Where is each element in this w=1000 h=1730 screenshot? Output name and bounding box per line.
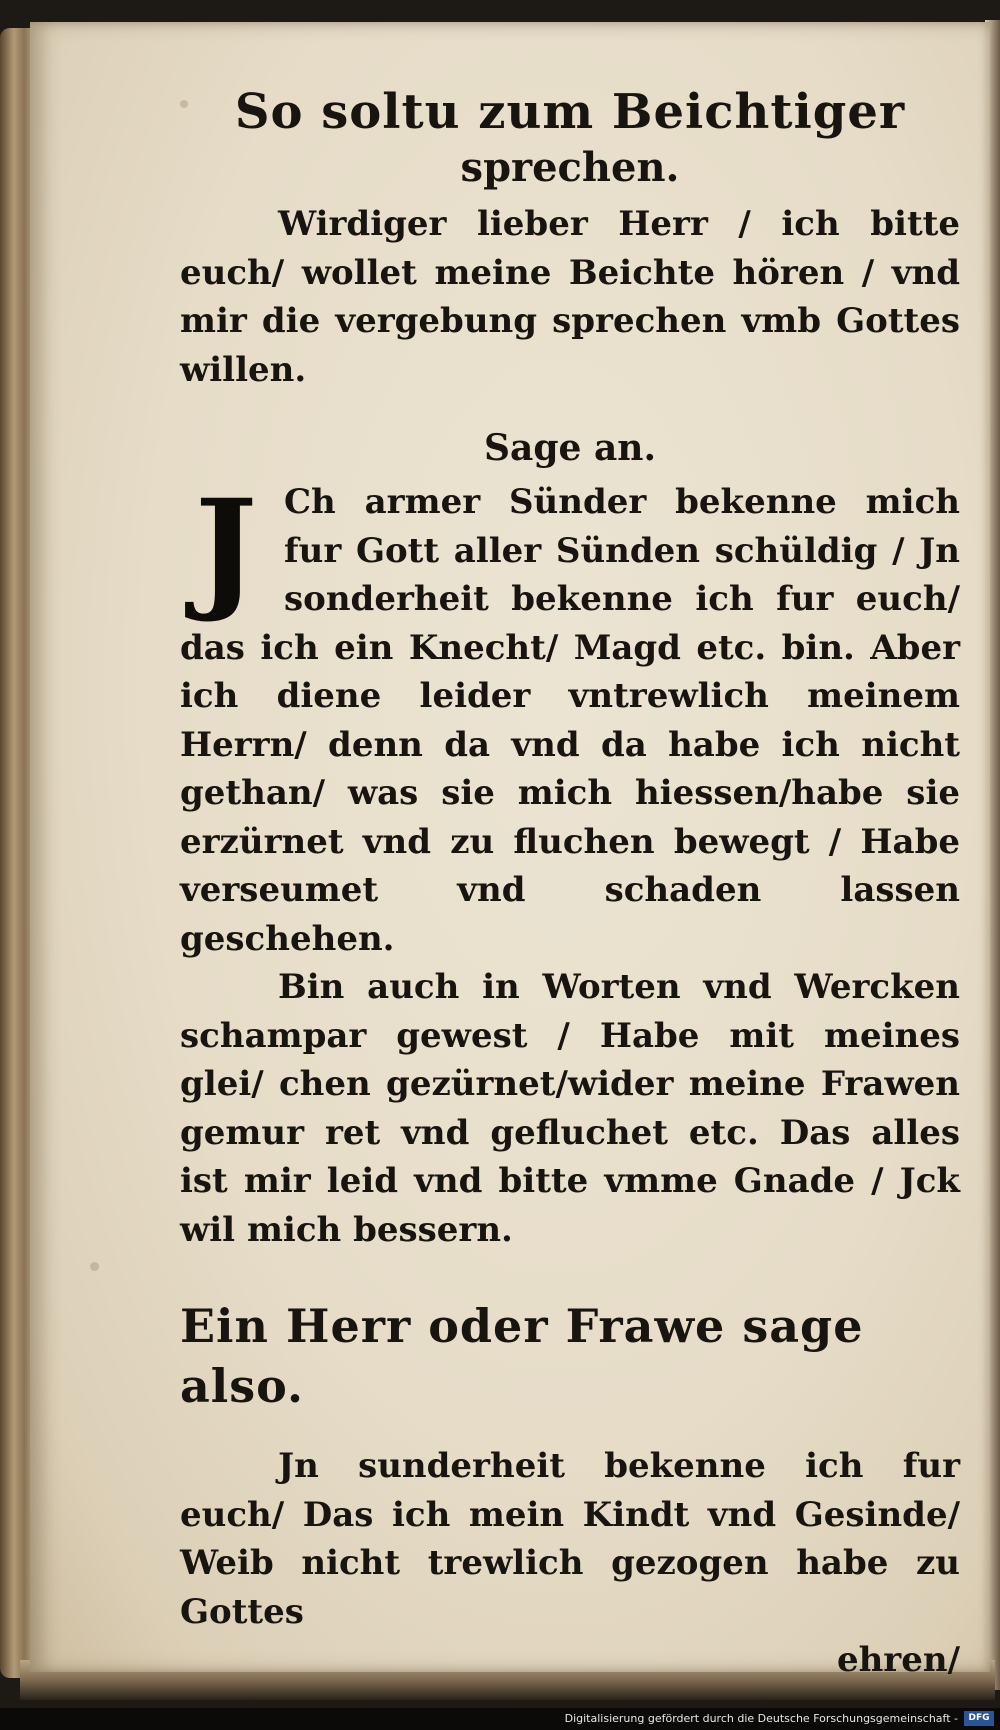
- paper-spot: [90, 1262, 99, 1271]
- paragraph-request: Wirdiger lieber Herr / ich bitte euch/ wollet meine Beichte hören / vnd mir die vergebung sprechen vmb Gottes willen.: [180, 204, 960, 390]
- page-heading: So soltu zum Beichtiger: [234, 84, 906, 140]
- footer-credit: Digitalisierung gefördert durch die Deutsche Forschungsgemeinschaft -: [564, 1712, 958, 1725]
- paragraph-master-confession: Jn sunderheit bekenne ich fur euch/ Das ich mein Kindt vnd Gesinde/ Weib nicht trewlich gezogen habe zu Gottes: [180, 1446, 960, 1632]
- page-heading-continuation: sprechen.: [460, 144, 680, 191]
- decorated-initial: J: [194, 471, 258, 626]
- page-text: [180, 82, 960, 1684]
- paragraph-confession: Ch armer Sünder bekenne mich fur Gott aller Sünden schüldig / Jn sonderheit bekenne ich fur euch/ das ich ein Knecht/ Magd etc. bin. Aber ich diene leider vntrewlich meinem Herrn/ denn da vnd da habe ich nicht gethan/ was sie mich hiessen/habe sie erzürnet vnd zu fluchen bewegt / Habe verseumet vnd schaden lassen geschehen.: [180, 482, 960, 959]
- catchword: ehren/: [836, 1640, 960, 1680]
- dfg-logo: DFG: [964, 1711, 994, 1726]
- digitization-footer: [0, 1708, 1000, 1730]
- section-label-sage-an: Sage an.: [484, 427, 656, 469]
- confession-servant: [180, 471, 960, 963]
- paragraph-confession-continued: Bin auch in Worten vnd Wercken schampar gewest / Habe mit meines glei/ chen gezürnet/wider meine Frawen gemur ret vnd gefluchet etc. Das alles ist mir leid vnd bitte vmme Gnade / Jck wil mich bessern.: [180, 967, 960, 1250]
- section-heading-master: Ein Herr oder Frawe sage also.: [180, 1299, 864, 1413]
- book-page: [30, 22, 990, 1680]
